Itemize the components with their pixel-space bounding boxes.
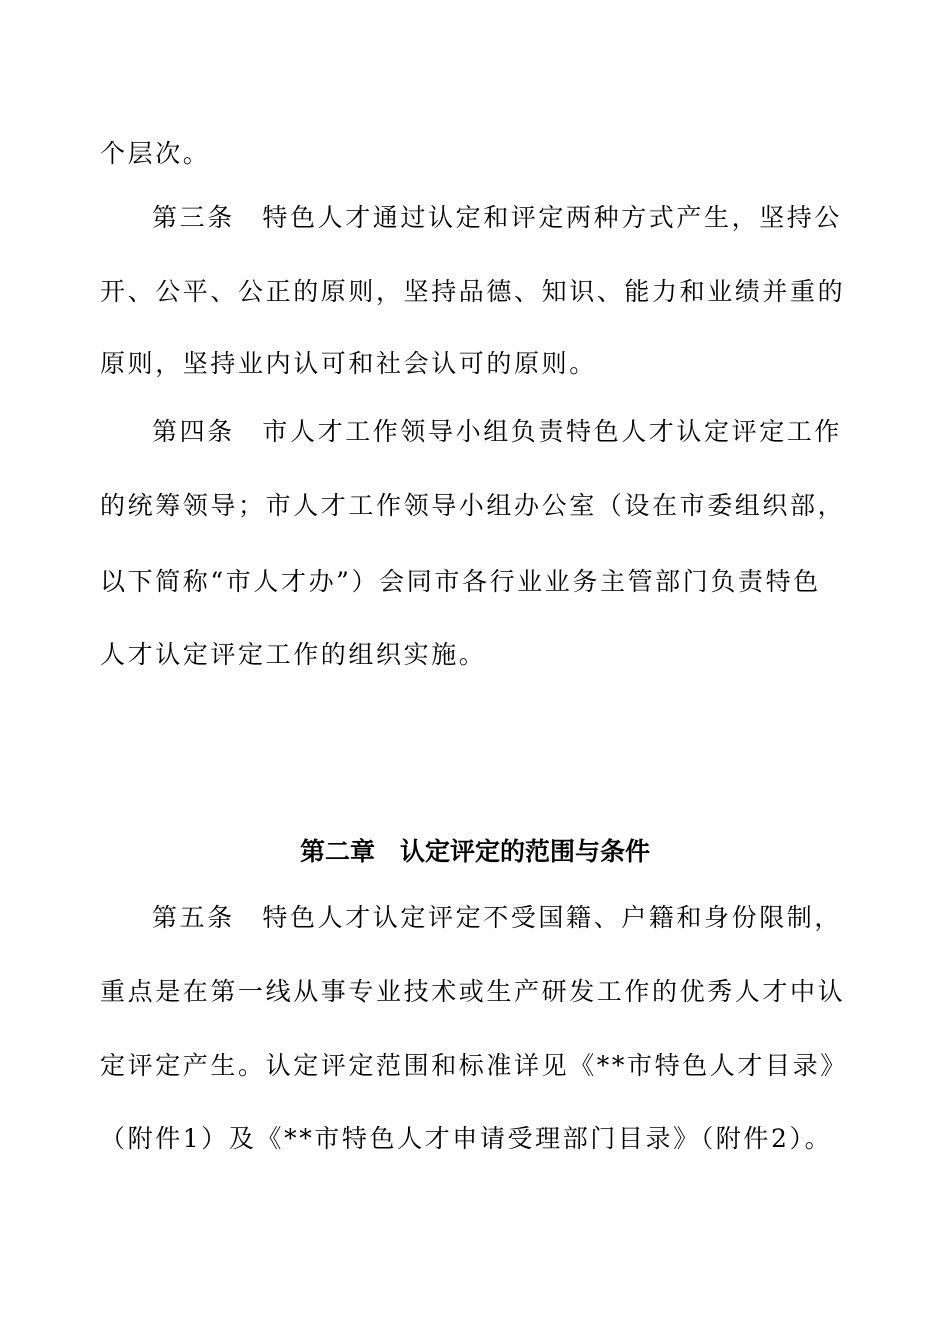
article-5-line-2: 重点是在第一线从事专业技术或生产研发工作的优秀人才中认 <box>100 977 846 1006</box>
article-3-line-3: 原则，坚持业内认可和社会认可的原则。 <box>100 349 597 378</box>
article-5-line-1: 第五条 特色人才认定评定不受国籍、户籍和身份限制， <box>152 903 843 932</box>
article-5-line-4: （附件1）及《**市特色人才申请受理部门目录》（附件2）。 <box>100 1124 833 1153</box>
article-4-line-3: 以下简称“市人才办”）会同市各行业业务主管部门负责特色 <box>100 567 821 596</box>
article-3-line-2: 开、公平、公正的原则，坚持品德、知识、能力和业绩并重的 <box>100 277 846 306</box>
article-4-line-2: 的统筹领导；市人才工作领导小组办公室（设在市委组织部， <box>100 491 846 520</box>
article-4-line-4: 人才认定评定工作的组织实施。 <box>100 640 487 669</box>
article-3-line-1: 第三条 特色人才通过认定和评定两种方式产生，坚持公 <box>152 203 843 232</box>
chapter-heading: 第二章 认定评定的范围与条件 <box>299 837 650 866</box>
article-4-line-1: 第四条 市人才工作领导小组负责特色人才认定评定工作 <box>152 417 843 446</box>
article-5-line-3: 定评定产生。认定评定范围和标准详见《**市特色人才目录》 <box>100 1051 848 1080</box>
paragraph-line: 个层次。 <box>100 139 211 168</box>
